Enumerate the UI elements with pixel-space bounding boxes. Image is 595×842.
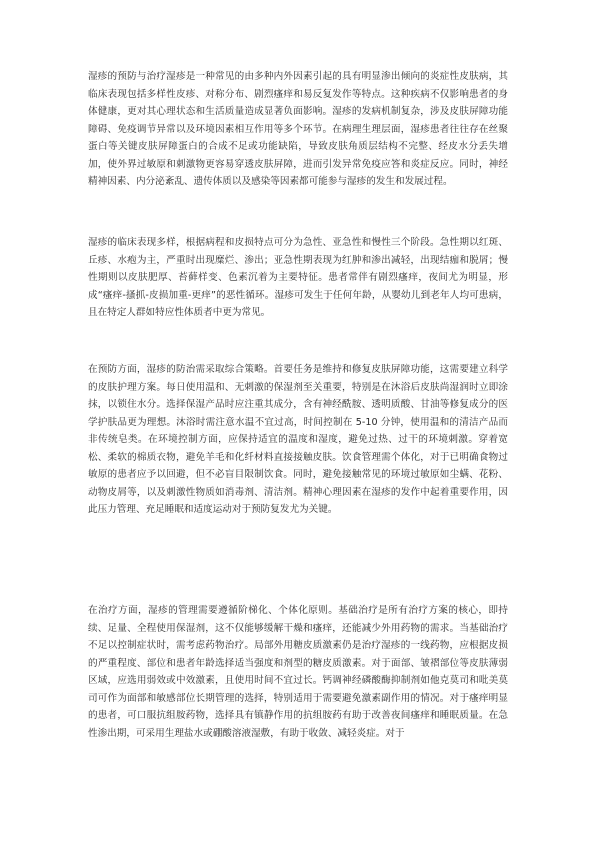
paragraph-treatment: 在治疗方面，湿疹的管理需要遵循阶梯化、个体化原则。基础治疗是所有治疗方案的核心，即持续、足量、全程使用保湿剂，这不仅能够缓解干燥和瘙痒，还能减少外用药物的需求。当基础治疗不足以控制症状时，需考虑药物治疗。局部外用糖皮质激素仍是治疗湿疹的一线药物，应根据皮损的严重程度、部位和患者年龄选择适当强度和剂型的糖皮质激素。对于面部、皱褶部位等皮肤薄弱区域，应选用弱效或中效激素，且使用时间不宜过长。钙调神经磷酸酶抑制剂如他克莫司和吡美莫司可作为面部和敏感部位长期管理的选择，特别适用于需要避免激素副作用的情况。对于瘙痒明显的患者，可口服抗组胺药物，选择具有镇静作用的抗组胺药有助于改善夜间瘙痒和睡眠质量。在急性渗出期，可采用生理盐水或硼酸溶液湿敷，有助于收敛、减轻炎症。对于: [88, 605, 508, 739]
paragraph-prevention: 在预防方面，湿疹的防治需采取综合策略。首要任务是维持和修复皮肤屏障功能，这需要建立科学的皮肤护理方案。每日使用温和、无刺激的保湿剂至关重要，特别是在沐浴后皮肤尚湿润时立即涂抹，以锁住水分。选择保湿产品时应注重其成分，含有神经酰胺、透明质酸、甘油等修复成分的医学护肤品更为理想。沐浴时需注意水温不宜过高，时间控制在 5-10 分钟，使用温和的清洁产品而非传统皂类。在环境控制方面，应保持适宜的温度和湿度，避免过热、过干的环境刺激。穿着宽松、柔软的棉质衣物，避免羊毛和化纤材料直接接触皮肤。饮食管理需个体化，对于已明确食物过敏原的患者应予以回避，但不必盲目限制饮食。同时，避免接触常见的环境过敏原如尘螨、花粉、动物皮屑等，以及刺激性物质如消毒剂、清洁剂。精神心理因素在湿疹的发作中起着重要作用，因此压力管理、充足睡眠和适度运动对于预防复发尤为关键。: [88, 364, 508, 515]
paragraph-intro: 湿疹的预防与治疗湿疹是一种常见的由多种内外因素引起的具有明显渗出倾向的炎症性皮肤病，其临床表现包括多样性皮疹、对称分布、剧烈瘙痒和易反复发作等特点。这种疾病不仅影响患者的身体健康，更对其心理状态和生活质量造成显著负面影响。湿疹的发病机制复杂，涉及皮肤屏障功能障碍、免疫调节异常以及环境因素相互作用等多个环节。在病理生理层面，湿疹患者往往存在丝聚蛋白等关键皮肤屏障蛋白的合成不足或功能缺陷，导致皮肤角质层结构不完整、经皮水分丢失增加，使外界过敏原和刺激物更容易穿透皮肤屏障，进而引发异常免疫应答和炎症反应。同时，神经精神因素、内分泌紊乱、遗传体质以及感染等因素都可能参与湿疹的发生和发展过程。: [88, 71, 508, 187]
paragraph-clinical-manifestations: 湿疹的临床表现多样，根据病程和皮损特点可分为急性、亚急性和慢性三个阶段。急性期以红斑、丘疹、水疱为主，严重时出现糜烂、渗出；亚急性期表现为红肿和渗出减轻，出现结痂和脱屑；慢性期则以皮肤肥厚、苔藓样变、色素沉着为主要特征。患者常伴有剧烈瘙痒，夜间尤为明显，形成“瘙痒-搔抓-皮损加重-更痒”的恶性循环。湿疹可发生于任何年龄，从婴幼儿到老年人均可患病，且在特定人群如特应性体质者中更为常见。: [88, 237, 508, 318]
